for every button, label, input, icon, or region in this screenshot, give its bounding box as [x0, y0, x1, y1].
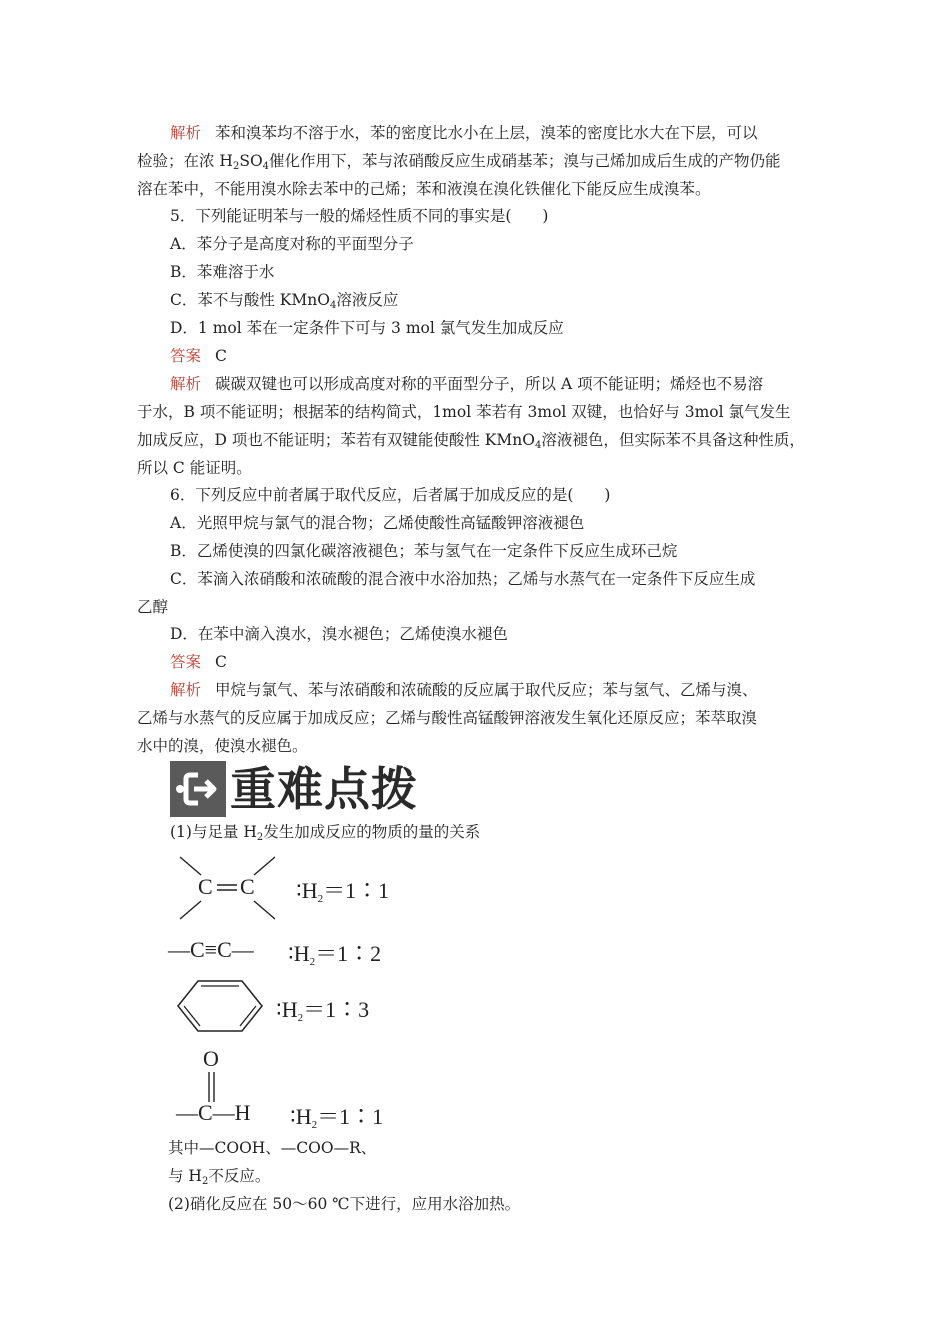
- explanation-tag: 解析: [170, 375, 202, 393]
- question-5-stem: 5．下列能证明苯与一般的烯烃性质不同的事实是( ): [170, 207, 549, 225]
- alkene-carbon: C: [198, 874, 213, 899]
- explanation-line: 乙烯与水蒸气的反应属于加成反应；乙烯与酸性高锰酸钾溶液发生氧化还原反应；苯萃取溴: [137, 709, 758, 727]
- alkene-bond-lines: [175, 855, 285, 921]
- section-title: 重难点拨: [230, 762, 418, 816]
- explanation-line: 检验；在浓 $H_2SO_4$催化作用下，苯与浓硝酸反应生成硝基苯；溴与己烯加成后生成的产物仍能: [137, 152, 781, 172]
- alkene-carbon: C: [240, 874, 255, 899]
- answer-line: 答案 C: [170, 653, 227, 671]
- ratio-aldehyde: ∶H2＝1∶1: [290, 1104, 384, 1131]
- explanation-line: 所以 C 能证明。: [137, 459, 252, 477]
- explanation-tag: 解析: [170, 124, 202, 142]
- explanation-line: 加成反应，D 项也不能证明；苯若有双键能使酸性 KMnO$_4$溶液褪色，但实际苯不具备这种性质，: [137, 431, 805, 451]
- explanation-tag: 解析: [170, 681, 202, 699]
- explanation-line: 水中的溴，使溴水褪色。: [137, 737, 308, 755]
- option-b: B．乙烯使溴的四氯化碳溶液褪色；苯与氢气在一定条件下反应生成环己烷: [170, 542, 678, 560]
- ratio-alkene: ∶H2＝1∶1: [296, 878, 390, 905]
- note-2: 其中—COOH、—COO—R、: [168, 1139, 377, 1157]
- option-d: D．在苯中滴入溴水，溴水褪色；乙烯使溴水褪色: [170, 625, 508, 643]
- question-6-stem: 6．下列反应中前者属于取代反应，后者属于加成反应的是( ): [170, 486, 611, 504]
- explanation-line: 解析 碳碳双键也可以形成高度对称的平面型分子，所以 A 项不能证明；烯烃也不易溶: [170, 375, 764, 393]
- option-c: C．苯不与酸性 KMnO$_4$溶液反应: [170, 291, 399, 311]
- option-a: A．苯分子是高度对称的平面型分子: [170, 235, 414, 253]
- benzene-ring-icon: [174, 978, 266, 1034]
- note-4: (2)硝化反应在 50～60 ℃下进行，应用水浴加热。: [168, 1195, 521, 1213]
- note-3: 与 $H_2$不反应。: [168, 1167, 271, 1187]
- option-b: B．苯难溶于水: [170, 263, 275, 281]
- explanation-line: 溶在苯中，不能用溴水除去苯中的己烯；苯和液溴在溴化铁催化下能反应生成溴苯。: [137, 180, 711, 198]
- aldehyde-chain: —C—H: [176, 1100, 251, 1125]
- explanation-line: 解析 苯和溴苯均不溶于水，苯的密度比水小在上层，溴苯的密度比水大在下层，可以: [170, 124, 758, 142]
- aldehyde-oxygen: O: [203, 1046, 219, 1071]
- answer-tag: 答案: [170, 653, 202, 671]
- arrow-icon: [170, 761, 226, 817]
- ratio-benzene: ∶H2＝1∶3: [276, 997, 370, 1024]
- section-banner: [170, 761, 420, 817]
- explanation-line: 解析 甲烷与氯气、苯与浓硝酸和浓硫酸的反应属于取代反应；苯与氢气、乙烯与溴、: [170, 681, 758, 699]
- ratio-alkyne: ∶H2＝1∶2: [288, 941, 382, 968]
- carbonyl-double-bond: [204, 1072, 220, 1102]
- alkyne-structure: —C≡C—: [168, 937, 254, 962]
- explanation-line: 于水，B 项不能证明；根据苯的结构简式，1mol 苯若有 3mol 双键，也恰好与 3mol 氯气发生: [137, 403, 791, 421]
- option-d: D．1 mol 苯在一定条件下可与 3 mol 氯气发生加成反应: [170, 319, 564, 337]
- option-a: A．光照甲烷与氯气的混合物；乙烯使酸性高锰酸钾溶液褪色: [170, 514, 585, 532]
- answer-line: 答案 C: [170, 347, 227, 365]
- option-c: C．苯滴入浓硝酸和浓硫酸的混合液中水浴加热；乙烯与水蒸气在一定条件下反应生成: [170, 570, 756, 588]
- answer-tag: 答案: [170, 347, 202, 365]
- note-1: (1)与足量 $H_2$发生加成反应的物质的量的关系: [170, 823, 481, 843]
- option-c-continued: 乙醇: [137, 598, 169, 616]
